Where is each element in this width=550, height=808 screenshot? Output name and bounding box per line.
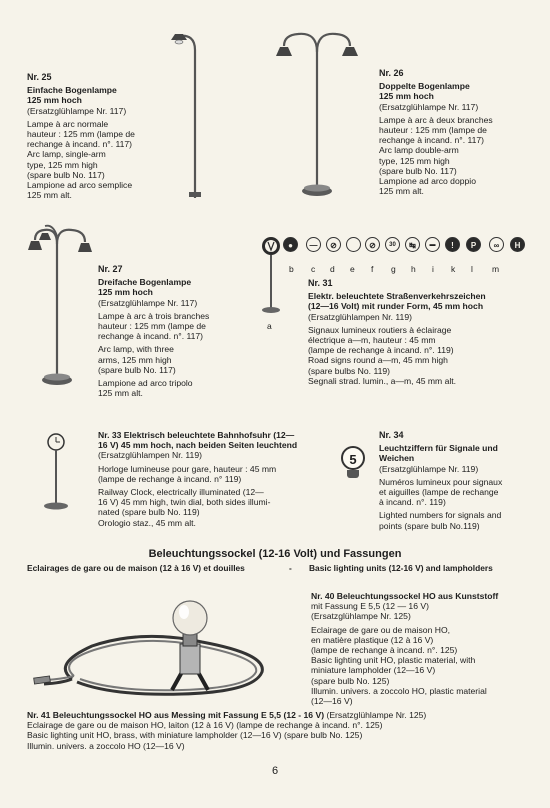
sign-letter-g: g (391, 264, 396, 274)
lighting-unit-photo (32, 584, 282, 702)
sign-n-hospital-icon: H (510, 237, 525, 252)
sign-e-blank-icon (346, 237, 361, 252)
nr31-en-2: (spare bulbs No. 119) (308, 365, 391, 376)
section-subtitle-fr: Eclairages de gare ou de maison (12 à 16 V) et douilles (27, 563, 245, 573)
nr25-height: 125 mm hoch (27, 95, 82, 106)
nr41-line-it: Illumin. univers. a zoccolo HO (12—16 V) (27, 740, 185, 751)
sign-letter-h: h (411, 264, 416, 274)
nr31-title-1: Elektr. beleuchtete Straßenverkehrszeichen (308, 291, 486, 302)
nr40-en-3: (spare bulb No. 125) (311, 675, 390, 686)
nr34-en-2: points (spare bulb No.119) (379, 520, 480, 531)
nr33-fr-1: Horloge lumineuse pour gare, hauteur : 45 mm (98, 463, 277, 474)
nr27-number: Nr. 27 (98, 264, 123, 274)
nr40-fr-3: (lampe de rechange à incand. n°. 125) (311, 645, 458, 656)
nr40-fr-2: en matière plastique (12 à 16 V) (311, 634, 434, 645)
nr27-en-1: Arc lamp, with three (98, 344, 174, 355)
nr26-fr-3: rechange à incand. n°. 117) (379, 135, 485, 146)
triple-arc-lamp-illustration (27, 222, 97, 387)
nr34-bulb: (Ersatzglühlampe Nr. 119) (379, 463, 479, 474)
nr26-text (379, 68, 529, 196)
nr27-fr-2: hauteur : 125 mm (lampe de (98, 321, 206, 332)
nr25-number: Nr. 25 (27, 72, 52, 82)
nr33-it-1: Orologio staz., 45 mm alt. (98, 517, 196, 528)
nr34-title-2: Weichen (379, 453, 415, 464)
nr33-en-1: Railway Clock, electrically illuminated (12— (98, 487, 264, 498)
nr31-en-1: Road signs round a—m, 45 mm high (308, 355, 448, 366)
nr25-en-1: Arc lamp, single-arm (27, 149, 106, 160)
nr41-text (27, 710, 542, 751)
sign-letter-k: k (451, 264, 456, 274)
nr33-en-2: 16 V) 45 mm high, twin dial, both sides illumi- (98, 497, 271, 508)
nr34-fr-1: Numéros lumineux pour signaux (379, 476, 503, 487)
nr33-en-3: nated (spare bulb No. 119) (98, 507, 200, 518)
nr33-fr-2: (lampe de rechange à incand. n° 119) (98, 473, 242, 484)
nr40-fr-1: Eclairage de gare ou de maison HO, (311, 624, 451, 635)
nr27-fr-3: rechange à incand. n°. 117) (98, 331, 204, 342)
sign-b-pedestrian-icon: ● (283, 237, 298, 252)
nr27-it-1: Lampione ad arco tripolo (98, 378, 193, 389)
sign-i-vehicle-icon: ▬ (425, 237, 440, 252)
nr25-fr-2: hauteur : 125 mm (lampe de (27, 129, 135, 140)
sign-g-speed-limit-icon: 30 (385, 237, 400, 252)
nr41-line-fr: Eclairage de gare ou de maison HO, laiton (12 à 16 V) (lampe de rechange à incand. n°. 125) (27, 720, 383, 731)
nr26-en-3: (spare bulb No. 117) (379, 165, 457, 176)
nr40-title-1: Nr. 40 Beleuchtungssockel HO aus Kunststoff (311, 591, 499, 601)
nr25-fr-1: Lampe à arc normale (27, 118, 109, 129)
nr34-text (379, 430, 544, 531)
nr25-fr-3: rechange à incand. n°. 117) (27, 139, 133, 150)
nr27-height: 125 mm hoch (98, 287, 153, 298)
sign-letter-e: e (350, 264, 355, 274)
sign-letter-d: d (330, 264, 335, 274)
section-subtitle-en: Basic lighting units (12-16 V) and lampholders (309, 563, 493, 573)
nr31-fr-1: Signaux lumineux routiers à éclairage (308, 324, 452, 335)
nr26-en-1: Arc lamp double-arm (379, 145, 459, 156)
sign-l-parking-icon: P (466, 237, 481, 252)
nr26-title: Doppelte Bogenlampe (379, 81, 470, 92)
lighted-number-base (347, 470, 359, 478)
sign-letter-a: a (267, 321, 272, 331)
nr26-en-2: type, 125 mm high (379, 155, 450, 166)
nr26-it-2: 125 mm alt. (379, 186, 424, 197)
sign-letter-l: l (471, 264, 473, 274)
nr26-bulb: (Ersatzglühlampe Nr. 117) (379, 101, 479, 112)
nr27-it-2: 125 mm alt. (98, 388, 143, 399)
nr41-bulb: (Ersatzglühlampe Nr. 125) (326, 710, 427, 720)
nr27-text (98, 264, 258, 398)
nr31-title-2: (12—16 Volt) mit runder Form, 45 mm hoch (308, 301, 484, 312)
nr25-bulb: (Ersatzglühlampe Nr. 117) (27, 105, 127, 116)
nr40-text (311, 591, 547, 706)
nr31-number: Nr. 31 (308, 278, 333, 288)
nr33-title-1: Nr. 33 Elektrisch beleuchtete Bahnhofsuhr (12— (98, 430, 295, 440)
nr27-bulb: (Ersatzglühlampe Nr. 117) (98, 297, 198, 308)
nr31-bulb: (Ersatzglühlampen Nr. 119) (308, 311, 412, 322)
nr41-title: Nr. 41 Beleuchtungssockel HO aus Messing mit Fassung E 5,5 (12 - 16 V) (27, 710, 325, 720)
nr40-bulb: (Ersatzglühlampe Nr. 125) (311, 611, 411, 622)
road-sign-post-illustration (256, 236, 286, 316)
nr34-en-1: Lighted numbers for signals and (379, 510, 502, 521)
nr40-en-1: Basic lighting unit HO, plastic material, with (311, 655, 476, 666)
nr26-it-1: Lampione ad arco doppio (379, 176, 476, 187)
nr33-bulb: (Ersatzglühlampen Nr. 119) (98, 450, 202, 461)
nr40-title-2: mit Fassung E 5,5 (12 — 16 V) (311, 601, 429, 612)
nr40-it-1: Illumin. univers. a zoccolo HO, plastic material (311, 685, 487, 696)
nr34-title-1: Leuchtziffern für Signale und (379, 443, 498, 454)
nr34-fr-2: et aiguilles (lampe de rechange (379, 487, 499, 498)
sign-letter-i: i (432, 264, 434, 274)
lighted-number-illustration (341, 446, 365, 470)
sign-h-direction-icon: ↹ (405, 237, 420, 252)
nr31-text (308, 278, 543, 386)
nr26-number: Nr. 26 (379, 68, 404, 78)
nr26-height: 125 mm hoch (379, 91, 434, 102)
nr27-en-3: (spare bulb No. 117) (98, 364, 176, 375)
sign-c-no-entry-icon: — (306, 237, 321, 252)
nr25-en-2: type, 125 mm high (27, 159, 98, 170)
nr25-it-1: Lampione ad arco semplice (27, 180, 133, 191)
page-number: 6 (271, 765, 279, 777)
double-arc-lamp-illustration (272, 28, 362, 198)
nr25-text (27, 72, 172, 200)
nr31-fr-2: électrique a—m, hauteur : 45 mm (308, 335, 436, 346)
nr40-it-2: (12—16 V) (311, 696, 353, 707)
nr26-fr-1: Lampe à arc à deux branches (379, 114, 493, 125)
sign-letter-m: m (492, 264, 500, 274)
sign-letter-c: c (311, 264, 316, 274)
sign-k-warning-icon: ! (445, 237, 460, 252)
section-title: Beleuchtungssockel (12-16 Volt) und Fassungen (148, 548, 402, 560)
nr34-fr-3: à incand. n°. 119) (379, 497, 446, 508)
lighted-number-digit: 5 (349, 452, 357, 467)
station-clock-illustration (38, 432, 78, 512)
sign-f-no-parking-icon: ⊘ (365, 237, 380, 252)
nr27-en-2: arms, 125 mm high (98, 354, 172, 365)
nr31-it-1: Segnali strad. lumin., a—m, 45 mm alt. (308, 375, 457, 386)
nr25-it-2: 125 mm alt. (27, 190, 72, 201)
sign-letter-b: b (289, 264, 294, 274)
nr31-fr-3: (lampe de rechange à incand. n°. 119) (308, 345, 454, 356)
nr33-title-2: 16 V) 45 mm hoch, nach beiden Seiten leuchtend (98, 440, 298, 451)
nr34-number: Nr. 34 (379, 430, 404, 440)
nr25-en-3: (spare bulb No. 117) (27, 169, 105, 180)
sign-d-no-vehicles-icon: ⊘ (326, 237, 341, 252)
nr41-line-en: Basic lighting unit HO, brass, with miniature lampholder (12—16 V) (spare bulb No. 125) (27, 730, 363, 741)
nr33-text (98, 430, 320, 528)
section-subtitle-dash: - (289, 563, 292, 573)
nr26-fr-2: hauteur : 125 mm (lampe de (379, 125, 487, 136)
nr40-en-2: miniature lampholder (12—16 V) (311, 665, 436, 676)
nr25-title: Einfache Bogenlampe (27, 85, 117, 96)
sign-m-bicycle-icon: ∞ (489, 237, 504, 252)
nr27-title: Dreifache Bogenlampe (98, 277, 192, 288)
sign-letter-f: f (371, 264, 374, 274)
nr27-fr-1: Lampe à arc à trois branches (98, 310, 210, 321)
